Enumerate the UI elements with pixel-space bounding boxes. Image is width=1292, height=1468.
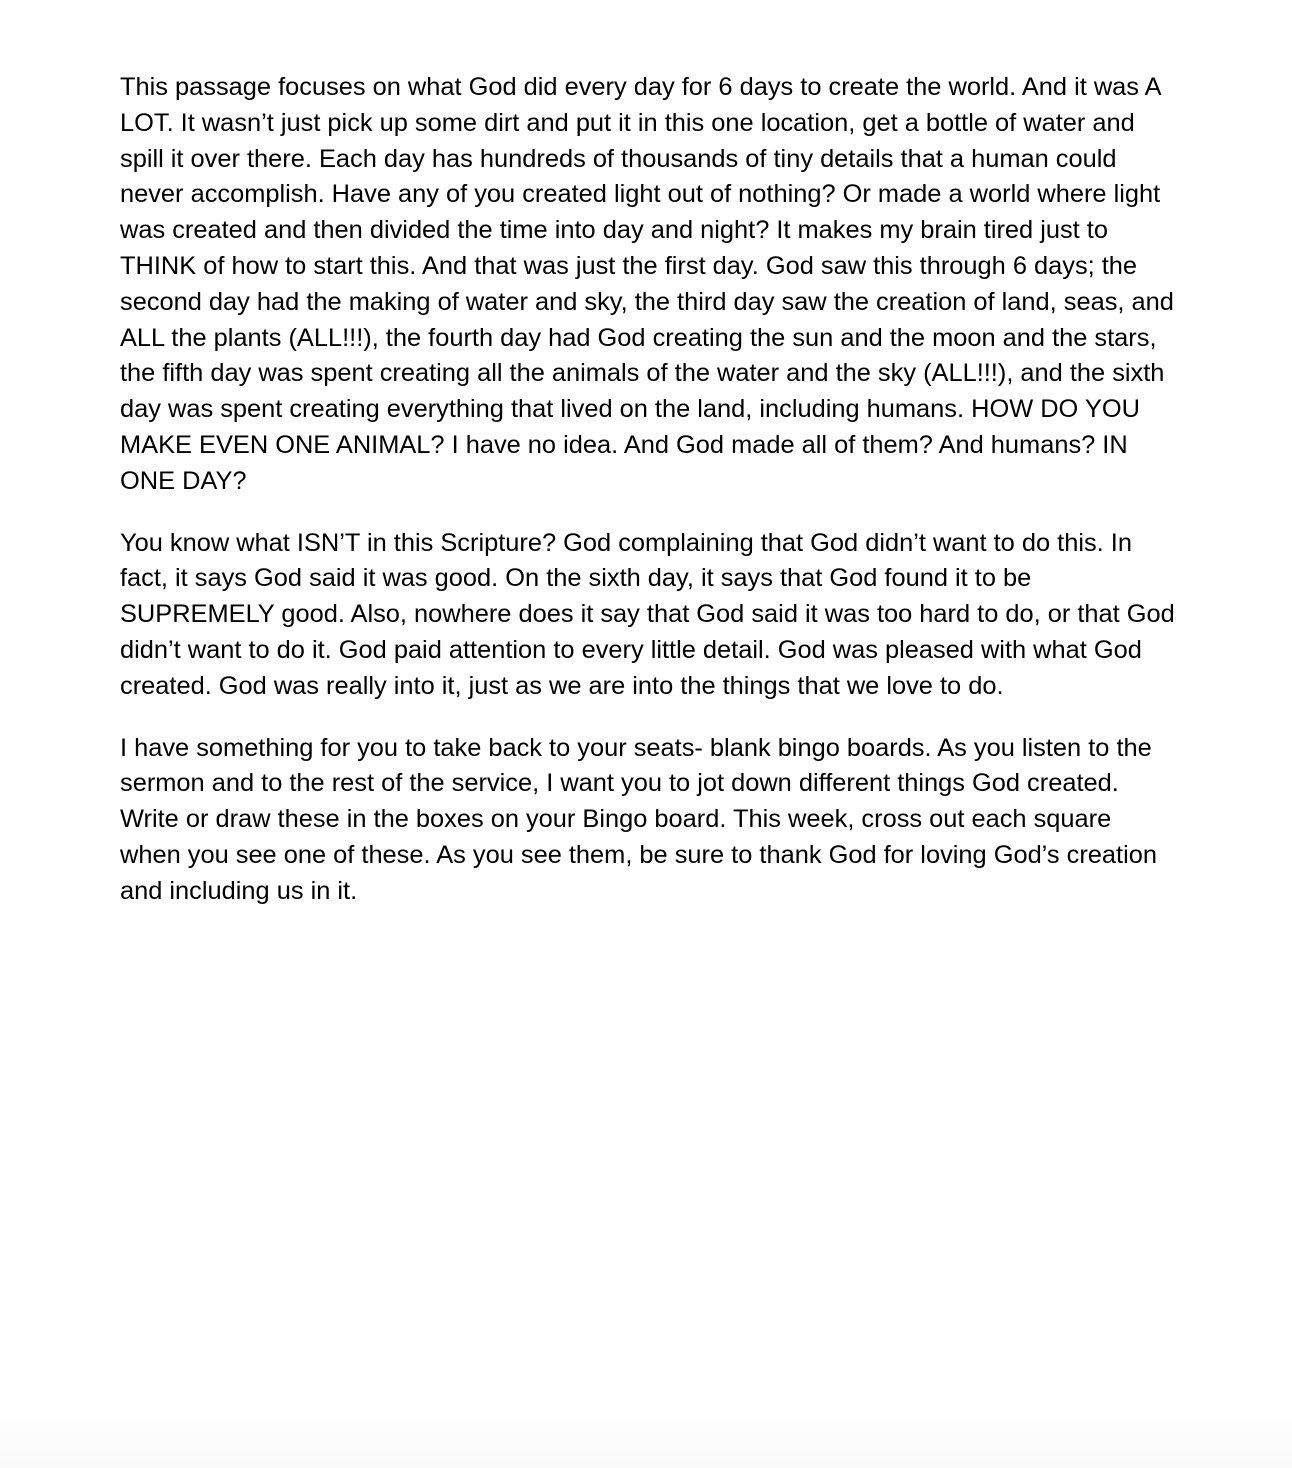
paragraph-god-said-good: You know what ISN’T in this Scripture? God complaining that God didn’t want to do this. In fact, it says God said it was good. On the sixth day, it says that God found it to be SUPREMELY good. Also, nowhere does it say that God said it was too hard to do, or that God didn’t want to do it. God paid attention to every little detail. God was pleased with what God created. God was really into it, just as we are into the things that we love to do. bbox=[120, 528, 1175, 700]
document-body bbox=[120, 70, 1178, 936]
paragraph-bingo-boards: I have something for you to take back to your seats- blank bingo boards. As you listen to the sermon and to the rest of the service, I want you to jot down different things God created. Write or draw these in the boxes on your Bingo board. This week, cross out each square when you see one of these. As you see them, be sure to thank God for loving God’s creation and including us in it. bbox=[120, 733, 1157, 905]
paragraph-creation-days: This passage focuses on what God did every day for 6 days to create the world. And it was A LOT. It wasn’t just pick up some dirt and put it in this one location, get a bottle of water and spill it over there. Each day has hundreds of thousands of tiny details that a human could never accomplish. Have any of you created light out of nothing? Or made a world where light was created and then divided the time into day and night? It makes my brain tired just to THINK of how to start this. And that was just the first day. God saw this through 6 days; the second day had the making of water and sky, the third day saw the creation of land, seas, and ALL the plants (ALL!!!), the fourth day had God creating the sun and the moon and the stars, the fifth day was spent creating all the animals of the water and the sky (ALL!!!), and the sixth day was spent creating everything that lived on the land, including humans. HOW DO YOU MAKE EVEN ONE ANIMAL? I have no idea. And God made all of them? And humans? IN ONE DAY? bbox=[120, 73, 1174, 495]
